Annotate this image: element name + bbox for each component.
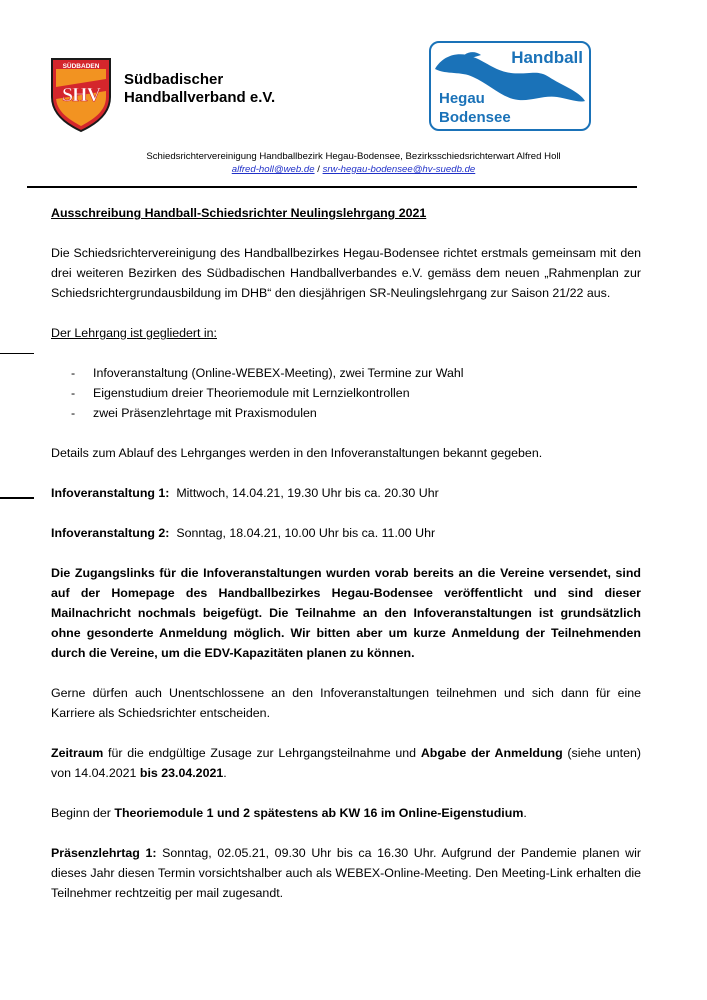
email-link-2[interactable]: srw-hegau-bodensee@hv-suedb.de: [322, 164, 476, 175]
period-text-1: für die endgültige Zusage zur Lehrgangsteilnahme und: [103, 746, 421, 760]
info-event-1-label: Infoveranstaltung 1:: [51, 486, 170, 500]
list-item-text: Infoveranstaltung (Online-WEBEX-Meeting), zwei Termine zur Wahl: [93, 366, 464, 380]
svh-logo-letters: SHV: [61, 84, 101, 106]
letterhead-emails: [40, 164, 667, 175]
period-bold-1: Zeitraum: [51, 746, 104, 760]
access-paragraph: Die Zugangslinks für die Infoveranstaltungen wurden vorab bereits an die Vereine versendet, sind auf der Homepage des Handballbezirkes Hegau-Bodensee veröffentlicht und sind dieser Mailnachricht nochmals beigefügt. Die Teilnahme an den Infoveranstaltungen ist grundsätzlich ohne gesonderte Anmeldung möglich. Wir bitten aber um kurze Anmeldung der Teilnehmenden durch die Vereine, um die EDV-Kapazitäten planen zu können.: [51, 566, 641, 660]
info-event-1-text: Mittwoch, 14.04.21, 19.30 Uhr bis ca. 20.30 Uhr: [176, 486, 439, 500]
svh-logo: [50, 57, 112, 133]
intro-paragraph: Die Schiedsrichtervereinigung des Handballbezirkes Hegau-Bodensee richtet erstmals gemeinsam mit den drei weiteren Bezirken des Südbadischen Handballverbandes e.V. gemäss dem neuen „Rahmenplan zur Schiedsrichtergrundausbildung im DHB“ den diesjährigen SR-Neulingslehrgang zur Saison 21/22 aus.: [51, 246, 641, 300]
structure-list: [51, 363, 641, 423]
bullet-dash: -: [71, 406, 76, 420]
svh-logo-top-text: SÜDBADEN: [62, 63, 100, 70]
theory-text-2: .: [523, 806, 527, 820]
period-paragraph: [51, 743, 641, 783]
structure-heading: Der Lehrgang ist gegliedert in:: [51, 326, 217, 340]
hegau-bodensee-logo: [429, 41, 591, 131]
hegau-logo-line1: Handball: [511, 48, 583, 67]
period-text-3: .: [223, 766, 227, 780]
info-event-1: [51, 483, 641, 503]
theory-paragraph: [51, 803, 641, 823]
info-event-2-text: Sonntag, 18.04.21, 10.00 Uhr bis ca. 11.00 Uhr: [176, 526, 436, 540]
email-separator: /: [317, 164, 320, 175]
org-name-line1: Südbadischer: [124, 71, 224, 88]
header-divider: [27, 186, 637, 188]
document-title: Ausschreibung Handball-Schiedsrichter Neulingslehrgang 2021: [51, 206, 427, 220]
theory-bold: Theoriemodule 1 und 2 spätestens ab KW 16 im Online-Eigenstudium: [114, 806, 524, 820]
document-body: [51, 203, 641, 903]
email-link-1[interactable]: alfred-holl@web.de: [231, 164, 315, 175]
org-name: [124, 71, 275, 107]
list-item-text: zwei Präsenzlehrtage mit Praxismodulen: [93, 406, 317, 420]
period-bold-2: Abgabe der Anmeldung: [420, 746, 563, 760]
theory-text-1: Beginn der: [51, 806, 115, 820]
hegau-logo-line2: Hegau: [439, 90, 485, 107]
list-item: [51, 403, 641, 423]
details-paragraph: Details zum Ablauf des Lehrganges werden in den Infoveranstaltungen bekannt gegeben.: [51, 446, 543, 460]
praesenz-label: Präsenzlehrtag 1:: [51, 846, 157, 860]
margin-mark: [0, 353, 34, 354]
period-text-2: (siehe unten) von 14.04.2021: [51, 746, 641, 780]
letterhead-line: Schiedsrichtervereinigung Handballbezirk Hegau-Bodensee, Bezirksschiedsrichterwart Alfred Holl: [146, 151, 561, 162]
list-item: [51, 363, 641, 383]
praesenz-paragraph: [51, 843, 641, 903]
margin-mark: [0, 497, 34, 499]
info-event-2-label: Infoveranstaltung 2:: [51, 526, 170, 540]
org-name-line2: Handballverband e.V.: [124, 89, 276, 106]
bullet-dash: -: [71, 366, 76, 380]
info-event-2: [51, 523, 641, 543]
list-item: [51, 383, 641, 403]
bullet-dash: -: [71, 386, 76, 400]
period-bold-3: bis 23.04.2021: [139, 766, 224, 780]
undecided-paragraph: Gerne dürfen auch Unentschlossene an den Infoveranstaltungen teilnehmen und sich dann für eine Karriere als Schiedsrichter entscheiden.: [51, 686, 641, 720]
hegau-logo-line3: Bodensee: [439, 109, 511, 126]
praesenz-text: Sonntag, 02.05.21, 09.30 Uhr bis ca 16.30 Uhr. Aufgrund der Pandemie planen wir dieses Jahr diesen Termin vorsichtshalber auch als WEBEX-Online-Meeting. Den Meeting-Link erhalten die Teilnehmer rechtzeitig per mail zugesandt.: [51, 846, 641, 900]
list-item-text: Eigenstudium dreier Theoriemodule mit Lernzielkontrollen: [93, 386, 410, 400]
